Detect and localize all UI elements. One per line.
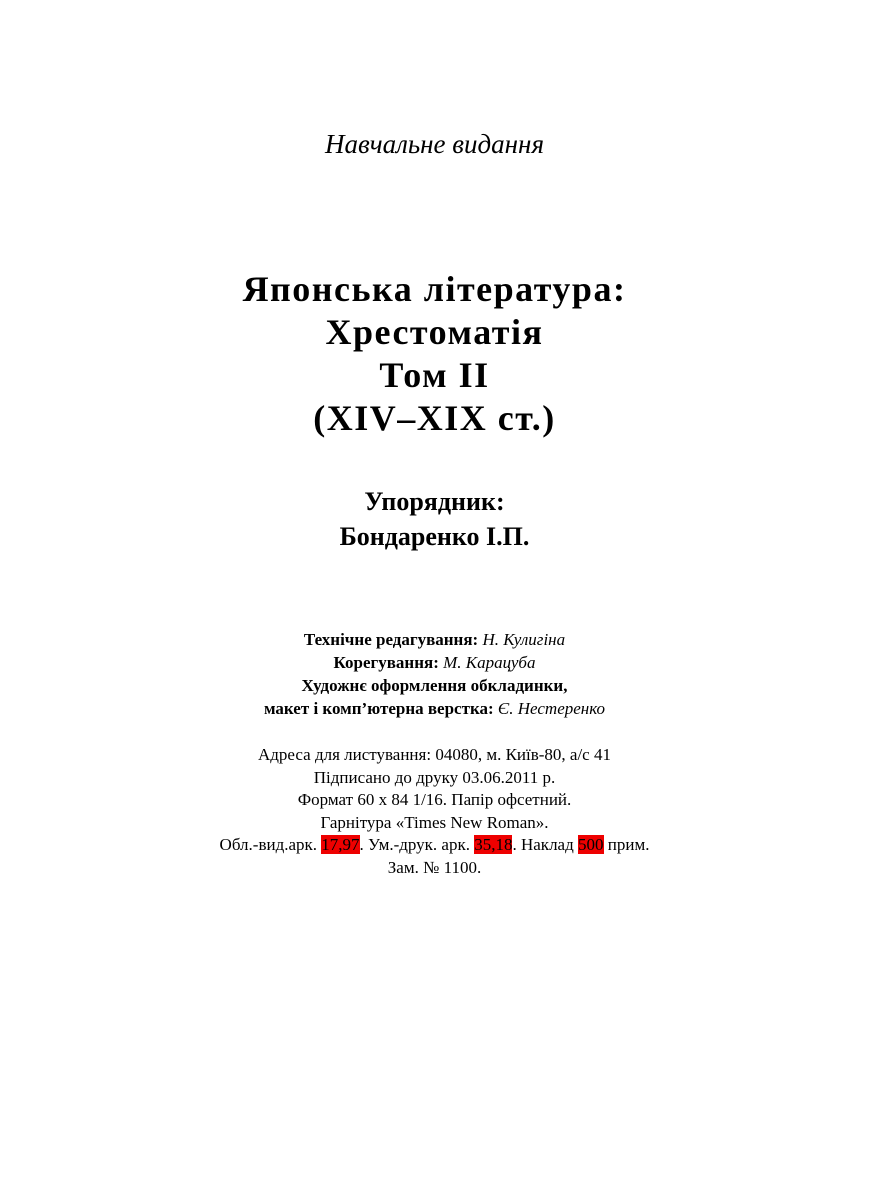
credit-layout — [0, 697, 869, 720]
sheets-prefix: Обл.-вид.арк. — [219, 835, 322, 854]
title-line-3: Том II — [379, 355, 490, 395]
credit-tech-edit-name: Н. Кулигіна — [482, 630, 566, 649]
credits-block — [0, 628, 869, 720]
print-sheets-prefix: . Ум.-друк. арк. — [359, 835, 475, 854]
credit-cover-design-label: Художнє оформлення обкладинки, — [301, 676, 568, 695]
print-sheets-value-highlight: 35,18 — [474, 835, 513, 854]
credit-cover-design — [0, 674, 869, 697]
imprint-signed: Підписано до друку 03.06.2011 р. — [313, 767, 556, 787]
credit-layout-label: макет і комп’ютерна верстка: — [263, 699, 494, 718]
credit-proofreading-label: Корегування: — [333, 653, 439, 672]
imprint-format: Формат 60 х 84 1/16. Папір офсетний. — [297, 790, 572, 809]
compiler-label: Упорядник: — [364, 487, 505, 516]
sheets-value-highlight: 17,97 — [321, 835, 360, 854]
imprint-sheets-line — [0, 834, 869, 857]
run-prefix: . Наклад — [512, 835, 578, 854]
imprint-block — [0, 744, 869, 879]
compiler-block — [0, 484, 869, 554]
run-suffix: прим. — [603, 835, 650, 854]
compiler-name: Бондаренко І.П. — [339, 522, 530, 551]
credit-proofreading — [0, 651, 869, 674]
series-label: Навчальне видання — [324, 129, 544, 159]
imprint-typeface: Гарнітура «Times New Roman». — [320, 812, 549, 832]
run-value-highlight: 500 — [578, 835, 604, 854]
credit-proofreading-name: М. Карацуба — [443, 653, 536, 672]
title-line-4: (XIV–XIX ст.) — [313, 398, 556, 438]
imprint-address: Адреса для листування: 04080, м. Київ-80, а/с 41 — [258, 745, 611, 764]
title-line-1: Японська література: — [242, 269, 627, 309]
credit-tech-edit — [0, 628, 869, 651]
title-line-2: Хрестоматія — [325, 312, 544, 352]
credit-tech-edit-label: Технічне редагування: — [303, 630, 479, 649]
book-title — [0, 268, 869, 440]
imprint-order: Зам. № 1100. — [387, 857, 482, 877]
credit-layout-name: Є. Нестеренко — [497, 699, 606, 718]
